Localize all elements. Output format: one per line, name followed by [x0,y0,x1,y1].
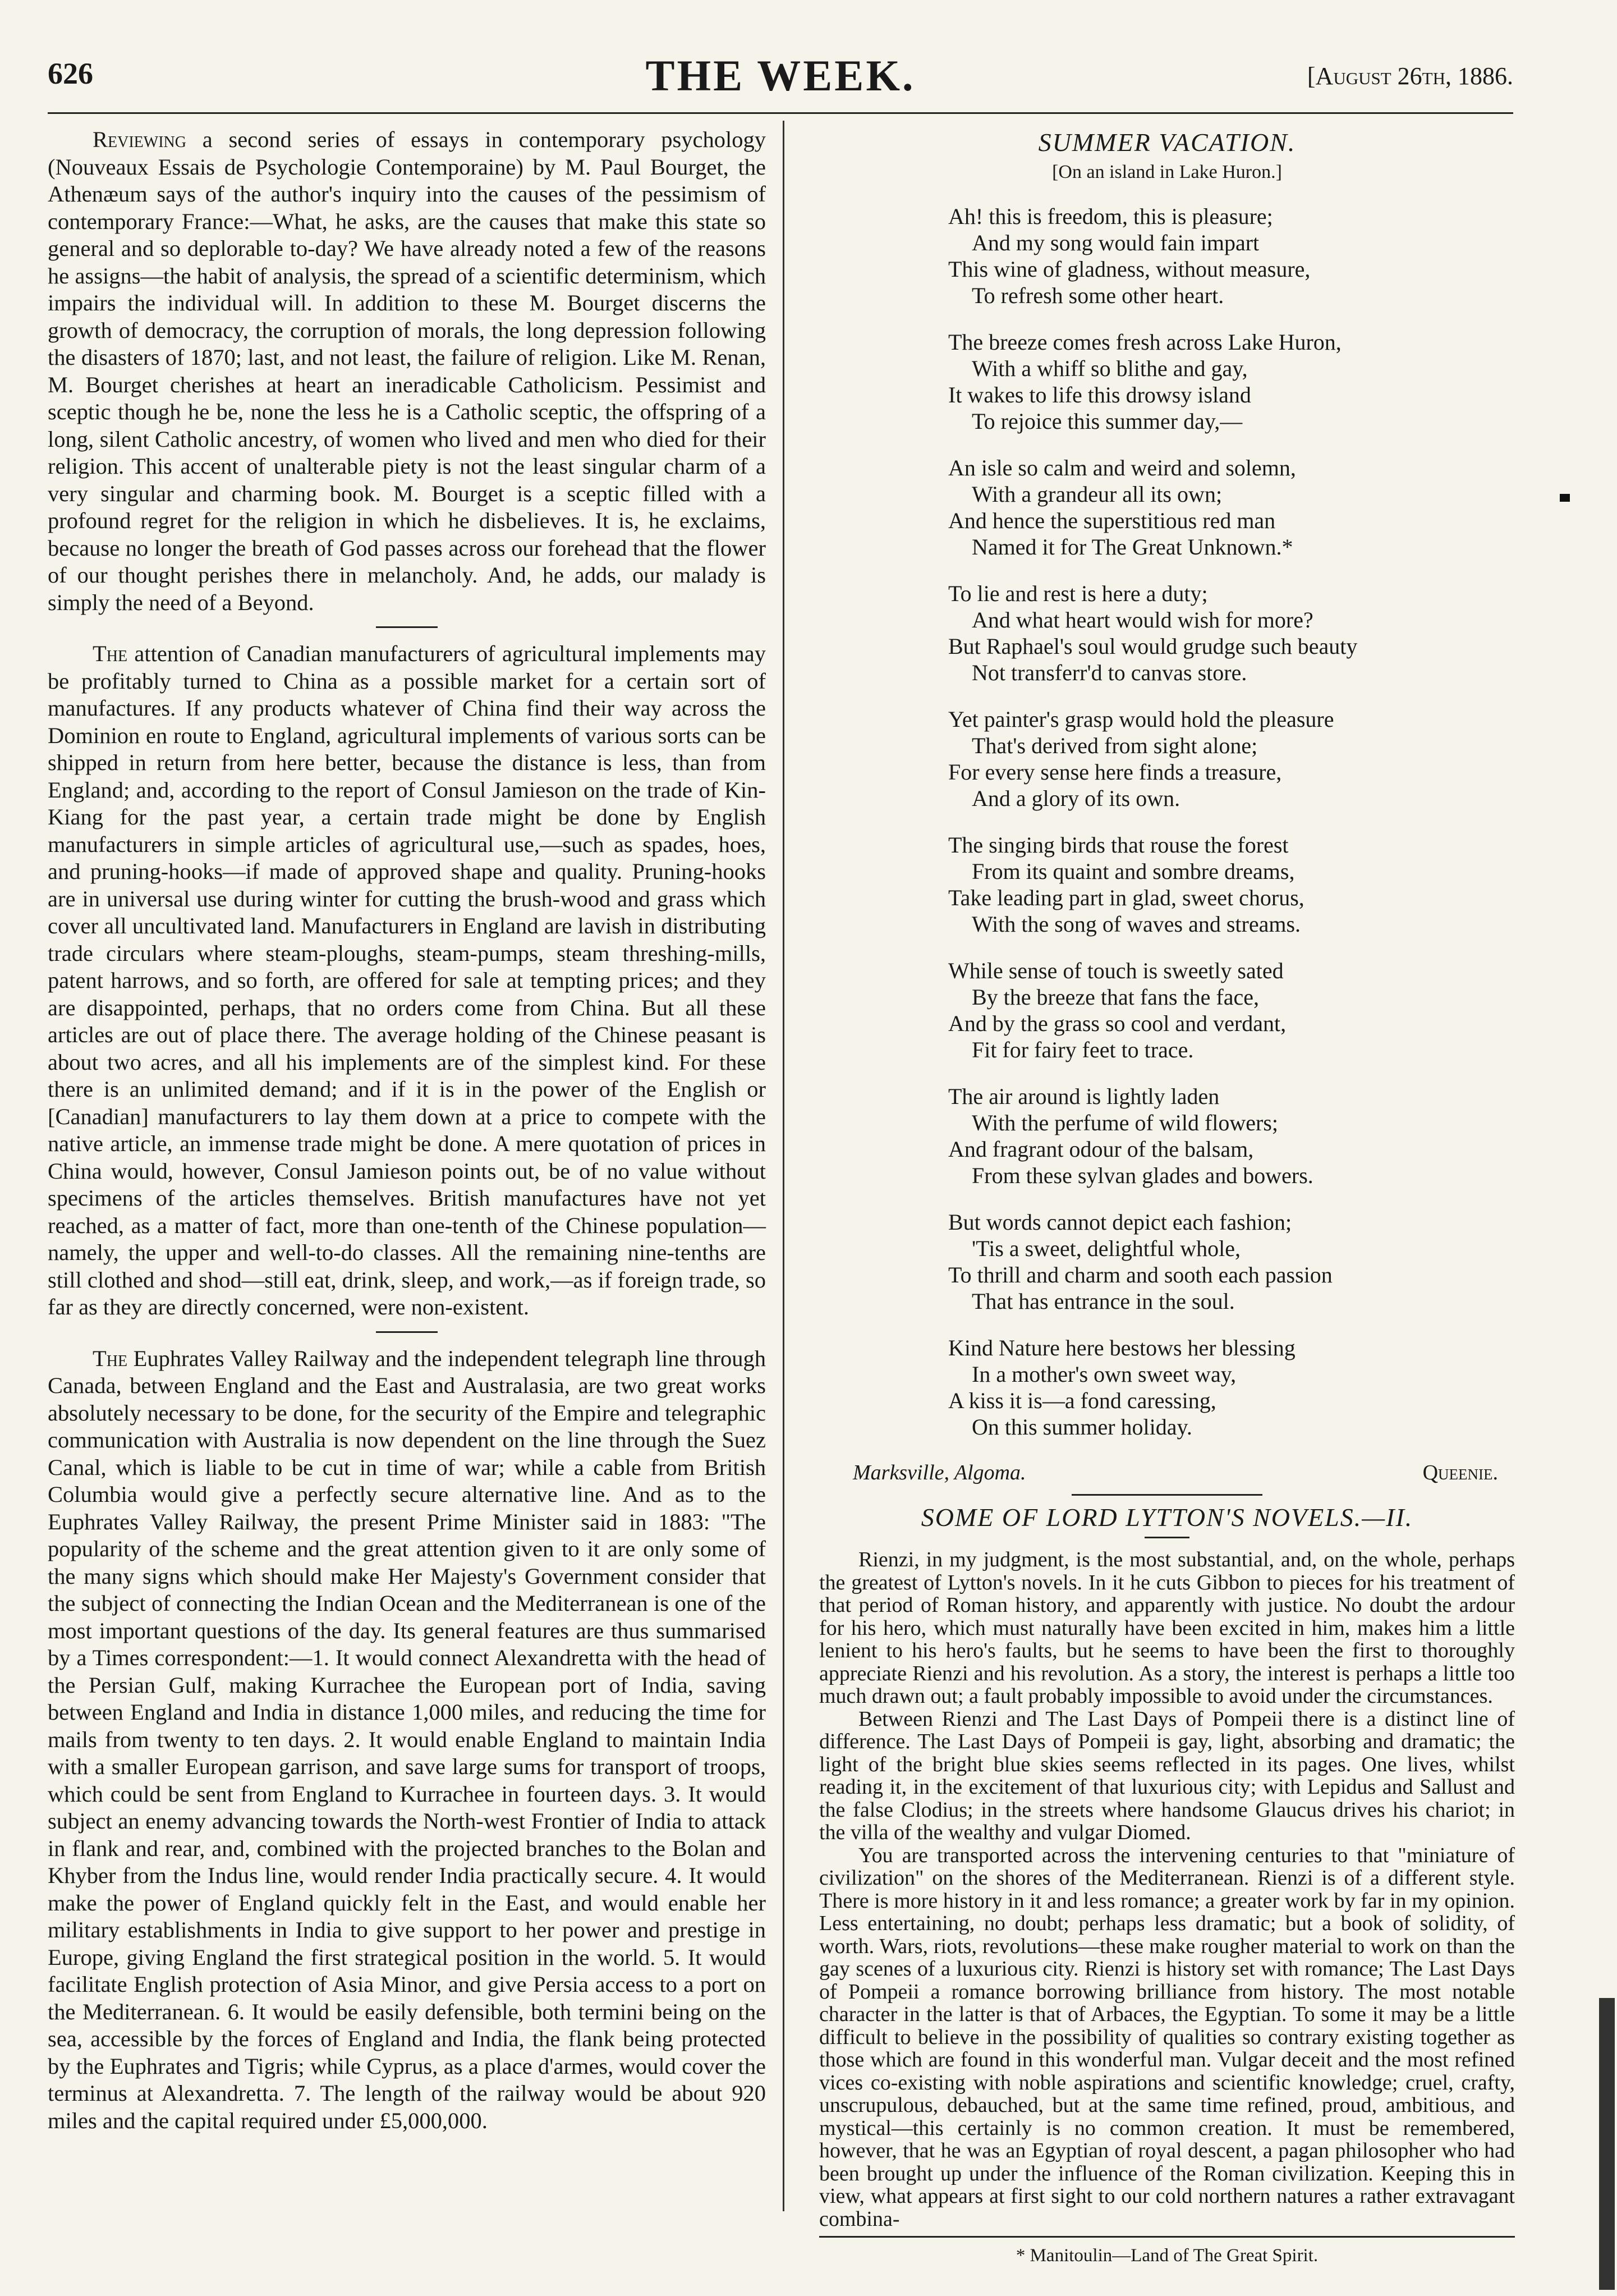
paragraph-text: attention of Canadian manufacturers of agricultural implements may be profitably turned to China as a possible market for a certain sort of manufactures. If any products whatever of China find their way across the Dominion en route to England, agricultural implements of various sorts can be shipped in return from here better, because the distance is less, than from England; and, according to the report of Consul Jamieson on the trade of Kin-Kiang for the past year, a certain trade might be done by English manufacturers in simple articles of agricultural use,—such as spades, hoes, and pruning-hooks—if made of approved shape and quality. Pruning-hooks are in universal use during winter for cutting the brush-wood and grass which cover all uncultivated land. Manufacturers in England are lavish in distributing trade circulars where steam-ploughs, steam-pumps, steam threshing-mills, patent harrows, and so forth, are offered for sale at tempting prices; and they are disappointed, perhaps, that no orders come from China. But all these articles are out of place there. The average holding of the Chinese peasant is about two acres, and all his implements are of the simplest kind. For these there is an unlimited demand; and if it is in the power of the English or [Canadian] manufacturers to lay them down at a price to compete with the native article, an immense trade might be done. A mere quotation of prices in China would, however, Consul Jamieson points out, be of no value without specimens of the articles themselves. British manufactures have not yet reached, as a matter of fact, more than one-tenth of the Chinese population—namely, the upper and well-to-do classes. All the remaining nine-tenths are still clothed and shod—still eat, drink, sleep, and work,—as if foreign trade, so far as they are directly concerned, were non-existent. [48,641,766,1319]
poem-line: 'Tis a sweet, delightful whole, [972,1236,1241,1261]
poem-line: The breeze comes fresh across Lake Huron, [948,329,1342,355]
poem-line: But words cannot depict each fashion; [948,1209,1292,1235]
footnote: * Manitoulin—Land of The Great Spirit. [1016,2245,1319,2266]
poem-line: And hence the superstitious red man [948,508,1276,533]
issue-date: [August 26th, 1886. [1307,62,1513,90]
poem-stanza [948,832,1515,937]
poem-author: Queenie. [1422,1461,1498,1484]
poem-line: In a mother's own sweet way, [972,1362,1237,1387]
poem-stanza [948,203,1515,309]
header-rule [48,112,1513,114]
paragraph-lead: The [93,641,128,666]
poem-line: Take leading part in glad, sweet chorus, [948,885,1304,910]
poem-line: Ah! this is freedom, this is pleasure; [948,204,1273,229]
novels-paragraph: Rienzi, in my judgment, is the most substantial, and, on the whole, perhaps the greatest of Lytton's novels. In it he cuts Gibbon to pieces for his treatment of that period of Roman history, and apparently with justice. No doubt the ardour for his hero, which must naturally have been excited in him, makes him a little lenient to his hero's faults, but he seems to have been the first to thoroughly appreciate Rienzi and his revolution. As a story, the interest is perhaps a little too much drawn out; a fault probably impossible to avoid under the circumstances. [819,1548,1515,1708]
poem-line: It wakes to life this drowsy island [948,382,1251,407]
poem-line: With the perfume of wild flowers; [972,1110,1279,1135]
poem-line: And a glory of its own. [972,786,1180,811]
poem-line: And fragrant odour of the balsam, [948,1136,1254,1162]
poem-line: And my song would fain impart [972,230,1260,255]
poem-body [948,203,1515,1440]
poem-line: That's derived from sight alone; [972,733,1258,758]
poem-line: Kind Nature here bestows her blessing [948,1335,1296,1360]
page-edge-mark [1599,1998,1615,2290]
poem-line: With a whiff so blithe and gay, [972,356,1248,381]
poem-line: By the breeze that fans the face, [972,984,1259,1010]
paragraph-euphrates-railway [48,1345,766,2135]
poem-stanza [948,957,1515,1063]
section-separator [1072,1494,1262,1496]
poem-stanza [948,706,1515,812]
poem-line: For every sense here finds a treasure, [948,759,1282,785]
poem-line: And what heart would wish for more? [972,607,1313,633]
poem-line: And by the grass so cool and verdant, [948,1011,1287,1036]
left-column [48,121,766,2134]
paragraph-china-trade [48,640,766,1321]
poem-line: With a grandeur all its own; [972,482,1223,507]
poem-line: Yet painter's grasp would hold the pleasure [948,707,1334,732]
poem-line: That has entrance in the soul. [972,1289,1235,1314]
poem-title: SUMMER VACATION. [1038,128,1296,157]
paragraph-text: a second series of essays in contemporary psychology (Nouveaux Essais de Psychologie Contemporaine) by M. Paul Bourget, the Athenæum says of the author's inquiry into the causes of the pessimism of contemporary France:—What, he asks, are the causes that make this state so general and so deplorable to-day? We have already noted a few of the reasons he assigns—the habit of analysis, the spread of a scientific determinism, which impairs the individual will. In addition to these M. Bourget discerns the growth of democracy, the corruption of morals, the long depression following the disasters of 1870; last, and not least, the failure of religion. Like M. Renan, M. Bourget cherishes at heart an ineradicable Catholicism. Pessimist and sceptic though he be, none the less he is a Catholic sceptic, the offspring of a long, silent Catholic ancestry, of women who lived and men who died for their religion. This accent of unalterable piety is not the least singular charm of a very singular and charming book. M. Bourget is a sceptic filled with a profound regret for the religion in which he disbelieves. It is, he exclaims, because no longer the breath of God passes across our forehead that the flower of our thought perishes there in melancholy. And, he adds, our malady is simply the need of a Beyond. [48,127,766,615]
poem-line: To lie and rest is here a duty; [948,581,1208,606]
poem-stanza [948,1083,1515,1189]
novels-title: SOME OF LORD LYTTON'S NOVELS.—II. [921,1503,1413,1532]
column-divider [783,121,784,2211]
novels-paragraph: You are transported across the intervening centuries to that "miniature of civilization" on the shores of the Mediterranean. Rienzi is of a different style. There is more history in it and less romance; a greater work by far in my opinion. Less entertaining, no doubt; perhaps less dramatic; but a book of solidity, of worth. Wars, riots, revolutions—these make rougher material to work on than the gay scenes of a luxurious city. Rienzi is history set with romance; The Last Days of Pompeii a romance borrowing brilliance from history. The most notable character in the latter is that of Arbaces, the Egyptian. To some it may be a little difficult to believe in the possibility of qualities so contrary existing together as those which are found in this wonderful man. Vulgar deceit and the most refined vices co-existing with noble aspirations and scientific knowledge; cruel, crafty, unscrupulous, debauched, but at the same time refined, proud, ambitious, and mystical—this certainly is no common creation. It must be remembered, however, that he was an Egyptian of royal descent, a pagan philosopher who had been brought up under the influence of the Roman civilization. Keeping this in view, what appears at first sight to our cold northern natures a rather extravagant combina- [819,1843,1515,2231]
poem-line: With the song of waves and streams. [972,911,1301,937]
poem-stanza [948,329,1515,434]
poem-stanza [948,1209,1515,1314]
poem-subtitle: [On an island in Lake Huron.] [1052,162,1282,182]
poem-line: The air around is lightly laden [948,1084,1220,1109]
poem-line: Fit for fairy feet to trace. [972,1037,1194,1062]
poem-line: Not transferr'd to canvas store. [972,660,1247,685]
novels-paragraph: Between Rienzi and The Last Days of Pompeii there is a distinct line of difference. The Last Days of Pompeii is gay, light, absorbing and dramatic; the light of the bright blue skies seems reflected in its pages. One lives, whilst reading it, in the excitement of that luxurious city; with Lepidus and Sallust and the false Clodius; in the streets where handsome Glaucus drives his chariot; in the villa of the wealthy and vulgar Diomed. [819,1707,1515,1844]
right-column [819,121,1515,2266]
paragraph-lead: The [93,1345,128,1371]
poem-line: To rejoice this summer day,— [972,409,1243,434]
poem-stanza [948,1335,1515,1440]
poem-line: A kiss it is—a fond caressing, [948,1388,1216,1413]
poem-line: From its quaint and sombre dreams, [972,859,1295,884]
section-separator [376,1331,438,1333]
poem-stanza [948,580,1515,686]
poem-line: To thrill and charm and sooth each passion [948,1262,1333,1287]
footnote-rule [819,2236,1515,2238]
page-edge-mark [1560,494,1570,502]
paragraph-lead: Reviewing [93,127,186,152]
paragraph-bourget [48,126,766,616]
page-number: 626 [48,57,93,90]
poem-line: On this summer holiday. [972,1414,1192,1440]
masthead-title: THE WEEK. [645,51,916,100]
poem-line: Named it for The Great Unknown.* [972,534,1293,560]
poem-line: The singing birds that rouse the forest [948,832,1289,858]
poem-line: While sense of touch is sweetly sated [948,958,1284,983]
title-underline [1145,1537,1189,1538]
poem-line: This wine of gladness, without measure, [948,256,1311,282]
poem-line: To refresh some other heart. [972,283,1224,308]
paragraph-text: Euphrates Valley Railway and the independent telegraph line through Canada, between England and the East and Australasia, are two great works absolutely necessary to be done, for the security of the Empire and telegraphic communication with Australia is now dependent on the line through the Suez Canal, which is liable to be cut in time of war; while a cable from British Columbia would give a perfectly secure alternative line. And as to the Euphrates Valley Railway, the present Prime Minister said in 1883: "The popularity of the scheme and the great attention given to it are only some of the many signs which should make Her Majesty's Government consider that the subject of connecting the Indian Ocean and the Mediterranean is one of the most important questions of the day. Its general features are thus summarised by a Times correspondent:—1. It would connect Alexandretta with the head of the Persian Gulf, making Kurrachee the European port of India, saving between England and India in distance 1,000 miles, and reducing the time for mails from twenty to ten days. 2. It would enable England to maintain India with a smaller European garrison, and save large sums for transport of troops, which could be sent from England to Kurrachee in fourteen days. 3. It would subject an enemy advancing towards the North-west Frontier of India to attack in flank and rear, and, combined with the projected branches to the Bolan and Khyber from the Indus line, would render India practically secure. 4. It would make the power of England quickly felt in the East, and would enable her military establishments in India to give support to her power and prestige in Europe, giving England the first strategical position in the world. 5. It would facilitate English protection of Asia Minor, and give Persia access to a port on the Mediterranean. 6. It would be easily defensible, both termini being on the sea, accessible by the forces of England and India, the flank being protected by the Euphrates and Tigris; while Cyprus, as a place d'armes, would cover the terminus at Alexandretta. 7. The length of the railway would be about 920 miles and the capital required under £5,000,000. [48,1345,766,2133]
section-separator [376,626,438,628]
poem-line: But Raphael's soul would grudge such beauty [948,634,1358,659]
poem-signoff [819,1460,1515,1485]
page-header [48,51,1513,112]
poem-stanza [948,455,1515,560]
poem-place: Marksville, Algoma. [853,1461,1026,1484]
poem-line: An isle so calm and weird and solemn, [948,455,1296,480]
poem-line: From these sylvan glades and bowers. [972,1163,1313,1188]
novels-article [819,1548,1515,2230]
